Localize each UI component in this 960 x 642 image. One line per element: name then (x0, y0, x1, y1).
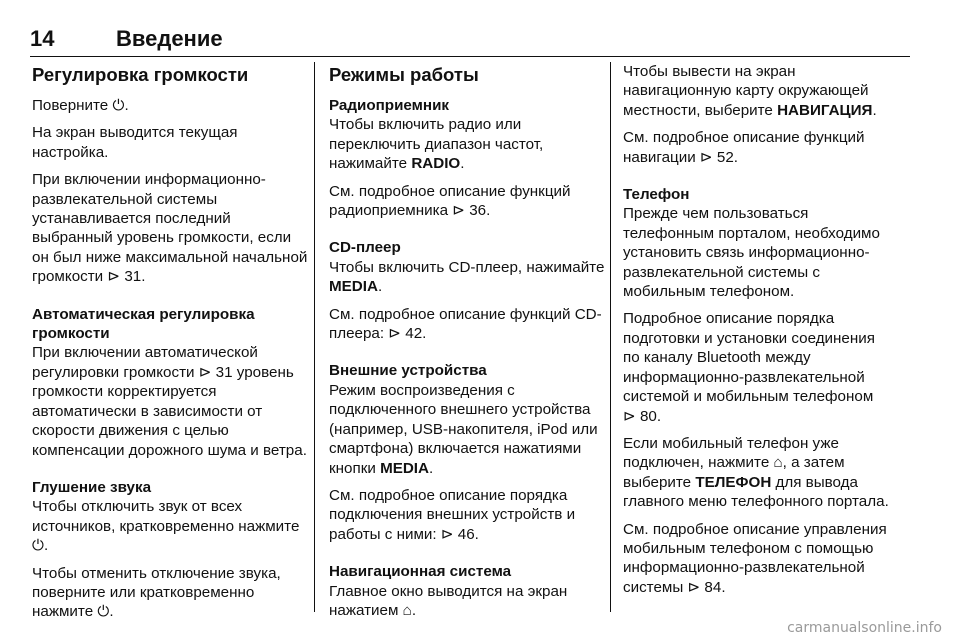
paragraph: См. подробное описание функций CD-плеера: ⊳ 42. (329, 305, 602, 343)
subsection-title-cd: CD-плеер (329, 239, 401, 257)
radio-button-label: RADIO (411, 155, 461, 173)
column-1 (32, 62, 308, 621)
subsection-title-phone: Телефон (623, 186, 690, 204)
subsection-title-navigation: Навигационная система (329, 563, 512, 581)
watermark: carmanualsonline.info (787, 620, 942, 636)
paragraph: Чтобы вывести на экран навигационную карту окружающей местности, выберите НАВИГАЦИЯ. (623, 63, 877, 119)
paragraph: Прежде чем пользоваться телефонным порталом, необходимо установить связь информационно-развлекательной системы с мобильным телефоном. (623, 205, 880, 301)
navigation-button-label: НАВИГАЦИЯ (777, 101, 873, 119)
paragraph: См. подробное описание функций навигации ⊳ 52. (623, 129, 865, 166)
subsection-title-auto-volume: Автоматическая регулировка громкости (32, 305, 255, 343)
section-title-modes: Режимы работы (329, 64, 479, 85)
paragraph: Режим воспроизведения с подключенного внешнего устройства (например, USB-накопителя, iPod или смартфона) включается нажатиями кнопки MEDIA. (329, 381, 598, 477)
paragraph: Поверните ⏻. (32, 97, 129, 114)
paragraph: Если мобильный телефон уже подключен, нажмите ⌂, а затем выберите ТЕЛЕФОН для вывода главного меню телефонного портала. (623, 434, 889, 511)
subsection-title-mute: Глушение звука (32, 478, 152, 496)
paragraph: Чтобы отменить отключение звука, поверните или кратковременно нажмите ⏻. (32, 564, 281, 621)
paragraph: Подробное описание порядка подготовки и установки соединения по каналу Bluetooth между информационно-развлекательной системой и мобильным телефоном ⊳ 80. (623, 310, 875, 425)
paragraph: Чтобы включить радио или переключить диапазон частот, нажимайте RADIO. (329, 116, 544, 173)
media-button-label: MEDIA (380, 459, 429, 477)
paragraph: См. подробное описание порядка подключения внешних устройств и работы с ними: ⊳ 46. (329, 486, 576, 543)
column-2 (314, 62, 610, 619)
paragraph: См. подробное описание функций радиоприемника ⊳ 36. (329, 182, 571, 220)
paragraph: Главное окно выводится на экран нажатием ⌂. (329, 582, 568, 619)
chapter-title: Введение (116, 26, 223, 51)
subsection-title-external: Внешние устройства (329, 362, 487, 380)
paragraph: При включении автоматической регулировки громкости ⊳ 31 уровень громкости корректируется автоматически в зависимости от скорости движения с целью компенсации дорожного шума и ветра. (32, 344, 307, 459)
paragraph: См. подробное описание управления мобильным телефоном с помощью информационно-развлекательной системы ⊳ 84. (623, 520, 887, 596)
paragraph: На экран выводится текущая настройка. (32, 124, 238, 161)
page-header (30, 26, 910, 57)
paragraph: Чтобы включить CD-плеер, нажимайте MEDIA. (329, 258, 605, 296)
media-button-label: MEDIA (329, 278, 378, 296)
phone-button-label: ТЕЛЕФОН (695, 473, 772, 491)
column-3 (610, 62, 890, 612)
paragraph: Чтобы отключить звук от всех источников, кратковременно нажмите ⏻. (32, 498, 300, 555)
paragraph: При включении информационно-развлекательной системы устанавливается последний выбранный уровень громкости, если он был ниже максимальной начальной громкости ⊳ 31. (32, 171, 308, 286)
section-title-volume: Регулировка громкости (32, 64, 249, 85)
page-number: 14 (30, 26, 55, 51)
subsection-title-radio: Радиоприемник (329, 97, 450, 114)
